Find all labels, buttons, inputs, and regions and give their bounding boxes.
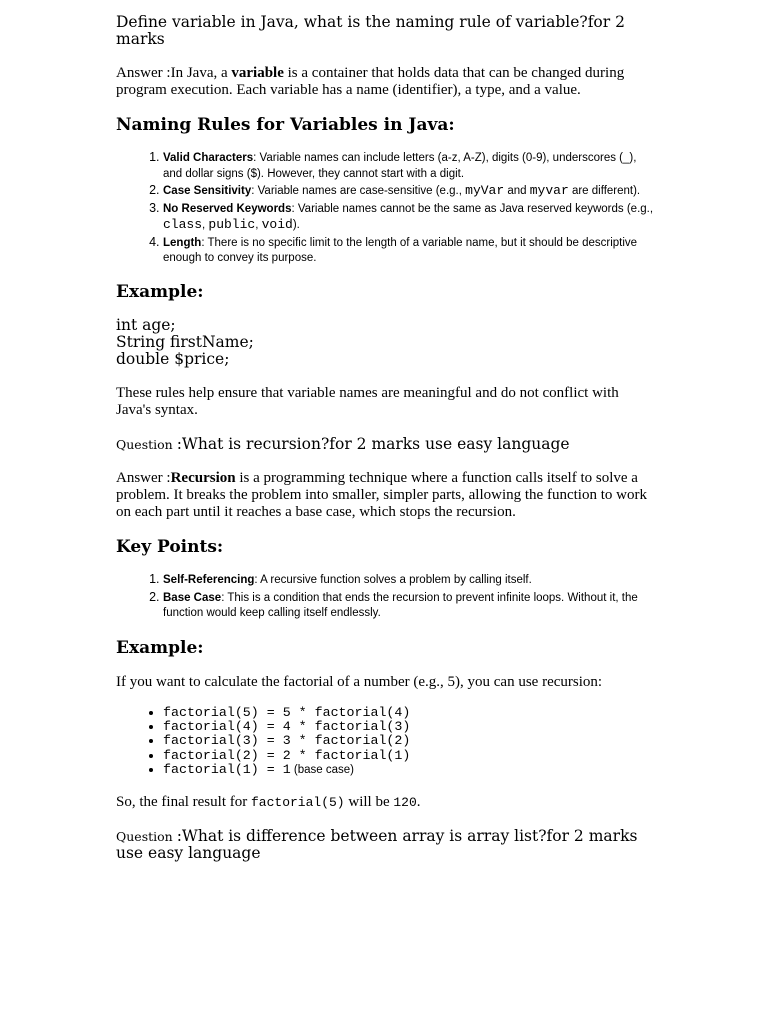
point-item [163,590,656,622]
example-heading-1: Example: [116,281,204,302]
rule-title: Length [163,236,202,249]
factorial-note: (base case) [290,763,354,776]
answer-1-text: is a container that holds data that can be changed during program execution. Each variable has a name (identifier), a type, and a value. [116,65,625,98]
rule-text: and [504,185,530,197]
rule-item [163,183,656,200]
rule-item [163,201,656,234]
rule-text: : Variable names can include letters (a-z, A-Z), digits (0-9), underscores (_), and dollar signs ($). However, they cannot start with a digit. [163,152,637,180]
answer-1-prefix: Answer :In Java, a [116,65,232,81]
code-line: String firstName; [116,332,254,351]
rule-code: public [208,217,256,232]
answer-2 [116,470,656,521]
question-2 [116,436,656,453]
factorial-code: factorial(1) = 1 [163,761,291,777]
answer-2-bold-term: Recursion [170,470,236,487]
factorial-list [116,706,656,777]
code-example-1 [116,317,656,369]
point-text: : A recursive function solves a problem by calling itself. [254,574,532,587]
key-points-heading: Key Points: [116,537,224,558]
result-text: will be [344,793,394,810]
rule-title: Case Sensitivity [163,185,252,197]
rule-title: No Reserved Keywords [163,202,292,215]
result-code: 120 [393,794,417,810]
closing-1: These rules help ensure that variable names are meaningful and do not conflict with Java's syntax. [116,385,619,419]
rule-item [163,150,656,182]
result-text: . [416,793,421,810]
result-text: So, the final result for [116,793,251,810]
answer-2-prefix: Answer : [116,470,171,487]
factorial-line: • factorial(2) = 2 * factorial(1) [163,749,656,763]
rule-code: myVar [465,183,505,198]
document-page [116,12,656,862]
rule-item [163,235,656,267]
question-2-text: :What is recursion?for 2 marks use easy language [176,435,570,454]
code-line: double $price; [116,350,230,369]
example-heading-2: Example: [116,637,204,658]
rule-text: , [255,219,262,231]
answer-2-text: is a programming technique where a function calls itself to solve a problem. It breaks the problem into smaller, simpler parts, allowing the function to work on each part until it reaches a base case, which stops the recursion. [116,470,647,521]
rule-title: Valid Characters [163,152,254,164]
result-line [116,794,656,811]
rule-text: : There is no specific limit to the length of a variable name, but it should be descriptive enough to convey its purpose. [163,236,638,264]
point-item [163,572,656,589]
question-1: Define variable in Java, what is the naming rule of variable?for 2 marks [116,13,625,48]
factorial-line: • factorial(4) = 4 * factorial(3) [163,720,656,734]
factorial-line: • factorial(5) = 5 * factorial(4) [163,706,656,720]
rule-code: myvar [529,183,569,198]
rule-text: : Variable names cannot be the same as Java reserved keywords (e.g., [291,202,654,215]
question-3-text: :What is difference between array is array list?for 2 marks use easy language [116,826,638,862]
factorial-line [163,763,656,777]
point-text: : This is a condition that ends the recursion to prevent infinite loops. Without it, the function would keep calling itself endlessly. [163,591,638,620]
question-label: Question [116,437,177,453]
point-title: Self-Referencing [163,574,255,587]
key-points-list [116,572,656,622]
rules-heading: Naming Rules for Variables in Java: [116,115,455,135]
question-3 [116,828,656,862]
question-label: Question [116,828,177,844]
example-intro: If you want to calculate the factorial of a number (e.g., 5), you can use recursion: [116,673,603,690]
rule-code: class [163,217,203,232]
result-code: factorial(5) [250,794,345,810]
point-title: Base Case [163,591,222,604]
answer-1 [116,65,656,99]
rule-text: : Variable names are case-sensitive (e.g., [251,185,466,197]
answer-1-bold-term: variable [231,65,284,81]
rule-code: void [261,217,293,232]
rules-list [116,150,656,267]
code-line: int age; [116,315,176,334]
rule-text: , [202,219,209,231]
rule-text: ). [292,219,300,231]
rule-text: are different). [568,185,641,197]
factorial-line: • factorial(3) = 3 * factorial(2) [163,734,656,748]
